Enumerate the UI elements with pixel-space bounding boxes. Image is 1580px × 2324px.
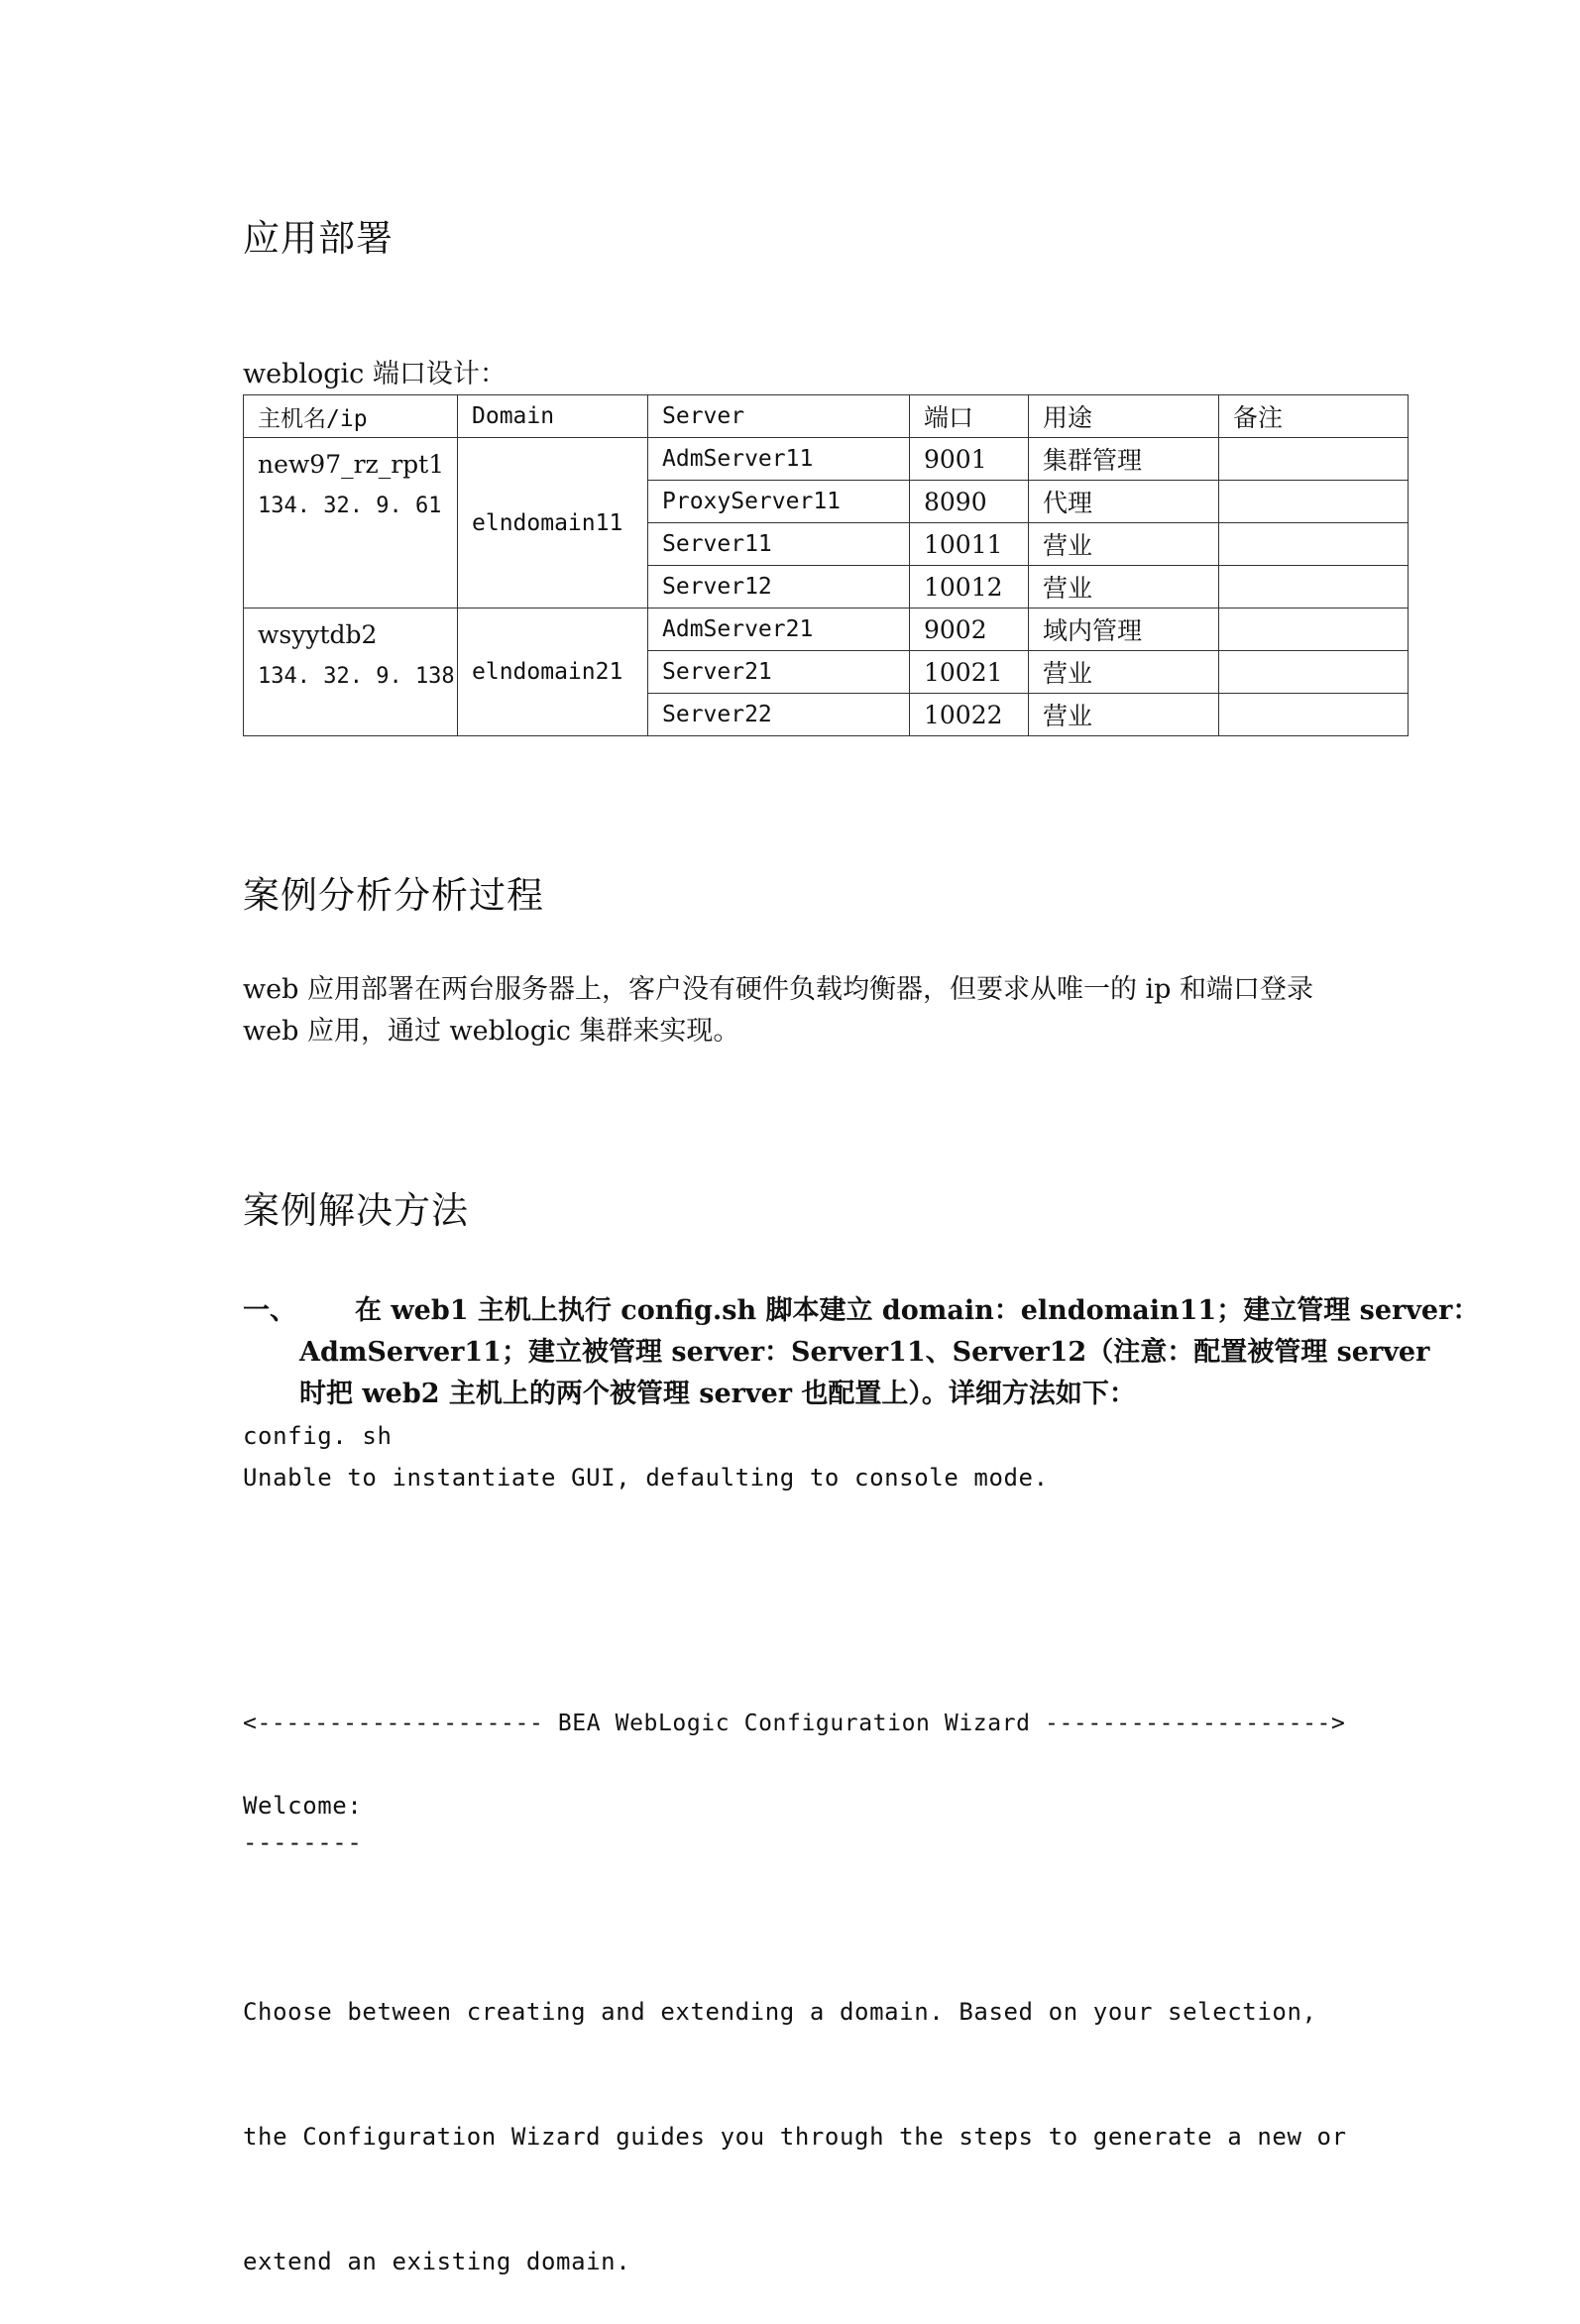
port-design-table <box>243 394 1409 736</box>
port-cell: 10012 <box>910 566 1029 609</box>
usage-cell: 营业 <box>1029 694 1219 736</box>
hostname: wsyytdb2 <box>258 620 378 649</box>
column-header: 备注 <box>1219 395 1409 438</box>
section-heading-analysis: 案例分析分析过程 <box>243 874 544 917</box>
port-cell: 9001 <box>910 438 1029 481</box>
table-header-row <box>244 395 1409 438</box>
server-cell: Server21 <box>648 651 910 694</box>
table-caption: weblogic 端口设计： <box>243 359 507 389</box>
column-header: Domain <box>458 395 648 438</box>
column-header: 端口 <box>910 395 1029 438</box>
server-cell: Server22 <box>648 694 910 736</box>
hostname: new97_rz_rpt1 <box>258 450 445 479</box>
usage-cell: 营业 <box>1029 523 1219 566</box>
welcome-line: the Configuration Wizard guides you through the steps to generate a new or <box>243 2123 1347 2151</box>
port-cell: 10021 <box>910 651 1029 694</box>
table-row <box>244 609 1409 651</box>
domain-cell: elndomain11 <box>458 438 648 609</box>
note-cell <box>1219 481 1409 523</box>
step-line: AdmServer11；建立被管理 server：Server11、Server12（注意：配置被管理 server <box>299 1337 1430 1368</box>
port-cell: 8090 <box>910 481 1029 523</box>
note-cell <box>1219 651 1409 694</box>
usage-cell: 营业 <box>1029 651 1219 694</box>
note-cell <box>1219 438 1409 481</box>
note-cell <box>1219 566 1409 609</box>
host-cell <box>244 609 458 736</box>
server-cell: Server11 <box>648 523 910 566</box>
column-header: 主机名/ip <box>244 395 458 438</box>
step-marker: 一、 <box>243 1295 296 1326</box>
paragraph-line: web 应用，通过 weblogic 集群来实现。 <box>243 1016 740 1047</box>
port-cell: 10022 <box>910 694 1029 736</box>
column-header: Server <box>648 395 910 438</box>
welcome-line: extend an existing domain. <box>243 2248 631 2275</box>
step-line: 在 web1 主机上执行 config.sh 脚本建立 domain：elndomain11；建立管理 server： <box>355 1295 1480 1326</box>
welcome-title: Welcome: <box>243 1792 363 1820</box>
domain-cell: elndomain21 <box>458 609 648 736</box>
host-ip: 134. 32. 9. 138 <box>258 664 455 689</box>
server-cell: ProxyServer11 <box>648 481 910 523</box>
note-cell <box>1219 523 1409 566</box>
host-ip: 134. 32. 9. 61 <box>258 494 442 518</box>
wizard-banner: <-------------------- BEA WebLogic Configuration Wizard --------------------> <box>243 1711 1346 1736</box>
column-header: 用途 <box>1029 395 1219 438</box>
console-gui-message: Unable to instantiate GUI, defaulting to console mode. <box>243 1464 1049 1492</box>
server-cell: Server12 <box>648 566 910 609</box>
usage-cell: 集群管理 <box>1029 438 1219 481</box>
step-line: 时把 web2 主机上的两个被管理 server 也配置上）。详细方法如下： <box>299 1379 1136 1409</box>
usage-cell: 代理 <box>1029 481 1219 523</box>
server-cell: AdmServer21 <box>648 609 910 651</box>
usage-cell: 域内管理 <box>1029 609 1219 651</box>
welcome-underline: -------- <box>243 1828 363 1856</box>
host-cell <box>244 438 458 609</box>
note-cell <box>1219 609 1409 651</box>
welcome-text <box>243 1908 1347 2324</box>
section-heading-deploy: 应用部署 <box>243 217 394 260</box>
note-cell <box>1219 694 1409 736</box>
port-cell: 10011 <box>910 523 1029 566</box>
section-heading-solution: 案例解决方法 <box>243 1189 469 1232</box>
analysis-paragraph <box>243 969 1313 1052</box>
welcome-line: Choose between creating and extending a domain. Based on your selection, <box>243 1998 1317 2026</box>
console-command: config. sh <box>243 1422 393 1450</box>
port-cell: 9002 <box>910 609 1029 651</box>
usage-cell: 营业 <box>1029 566 1219 609</box>
server-cell: AdmServer11 <box>648 438 910 481</box>
paragraph-line: web 应用部署在两台服务器上，客户没有硬件负载均衡器，但要求从唯一的 ip 和端口登录 <box>243 974 1314 1005</box>
table-row <box>244 438 1409 481</box>
